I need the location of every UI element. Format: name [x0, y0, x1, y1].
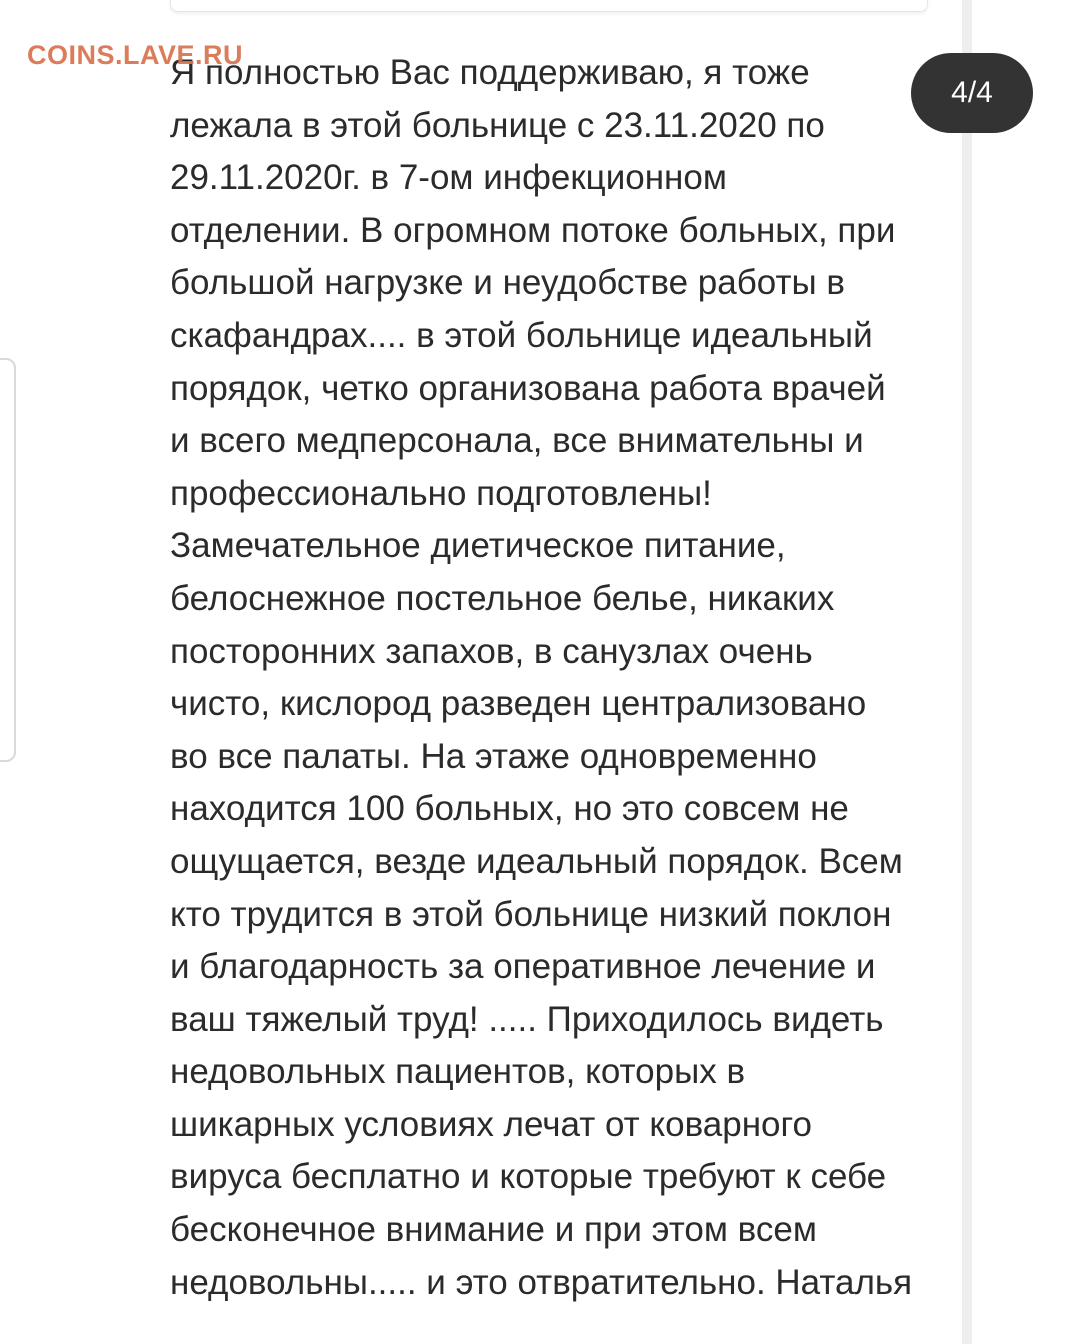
review-line: профессионально подготовлены! [170, 473, 712, 513]
review-line: отделении. В огромном потоке больных, при [170, 210, 896, 250]
review-line: во все палаты. На этаже одновременно [170, 736, 817, 776]
review-line: кто трудится в этой больнице низкий поклон [170, 894, 892, 934]
review-line: белоснежное постельное белье, никаких [170, 578, 835, 618]
review-line: недовольных пациентов, которых в [170, 1052, 746, 1092]
review-line: ваш тяжелый труд! ..... Приходилось видеть [170, 999, 884, 1039]
scroll-gutter [962, 0, 972, 1344]
review-line: Замечательное диетическое питание, [170, 526, 786, 566]
review-line: чисто, кислород разведен централизовано [170, 684, 867, 724]
review-line: 29.11.2020г. в 7-ом инфекционном [170, 158, 727, 198]
review-line: недовольны..... и это отвратительно. Наталья [170, 1262, 913, 1302]
site-watermark: COINS.LAVE.RU [27, 40, 244, 70]
previous-card-edge [170, 0, 928, 12]
review-line: бесконечное внимание и при этом всем [170, 1210, 817, 1250]
review-line: скафандрах.... в этой больнице идеальный [170, 315, 873, 355]
review-line: находится 100 больных, но это совсем не [170, 789, 849, 829]
review-line: шикарных условиях лечат от коварного [170, 1104, 812, 1144]
review-line: большой нагрузке и неудобстве работы в [170, 263, 845, 303]
review-line: посторонних запахов, в санузлах очень [170, 631, 813, 671]
review-line: ощущается, везде идеальный порядок. Всем [170, 841, 903, 881]
page-counter-badge: 4/4 [911, 53, 1033, 133]
review-line: и всего медперсонала, все внимательны и [170, 421, 864, 461]
review-line: вируса бесплатно и которые требуют к себе [170, 1157, 887, 1197]
side-drawer-handle[interactable] [0, 358, 16, 762]
review-line: и благодарность за оперативное лечение и [170, 947, 876, 987]
review-line: порядок, четко организована работа врачей [170, 368, 886, 408]
review-line: Я полностью Вас поддерживаю, я тоже [170, 53, 810, 92]
review-text [170, 47, 960, 1309]
review-line: лежала в этой больнице с 23.11.2020 по [170, 105, 825, 145]
